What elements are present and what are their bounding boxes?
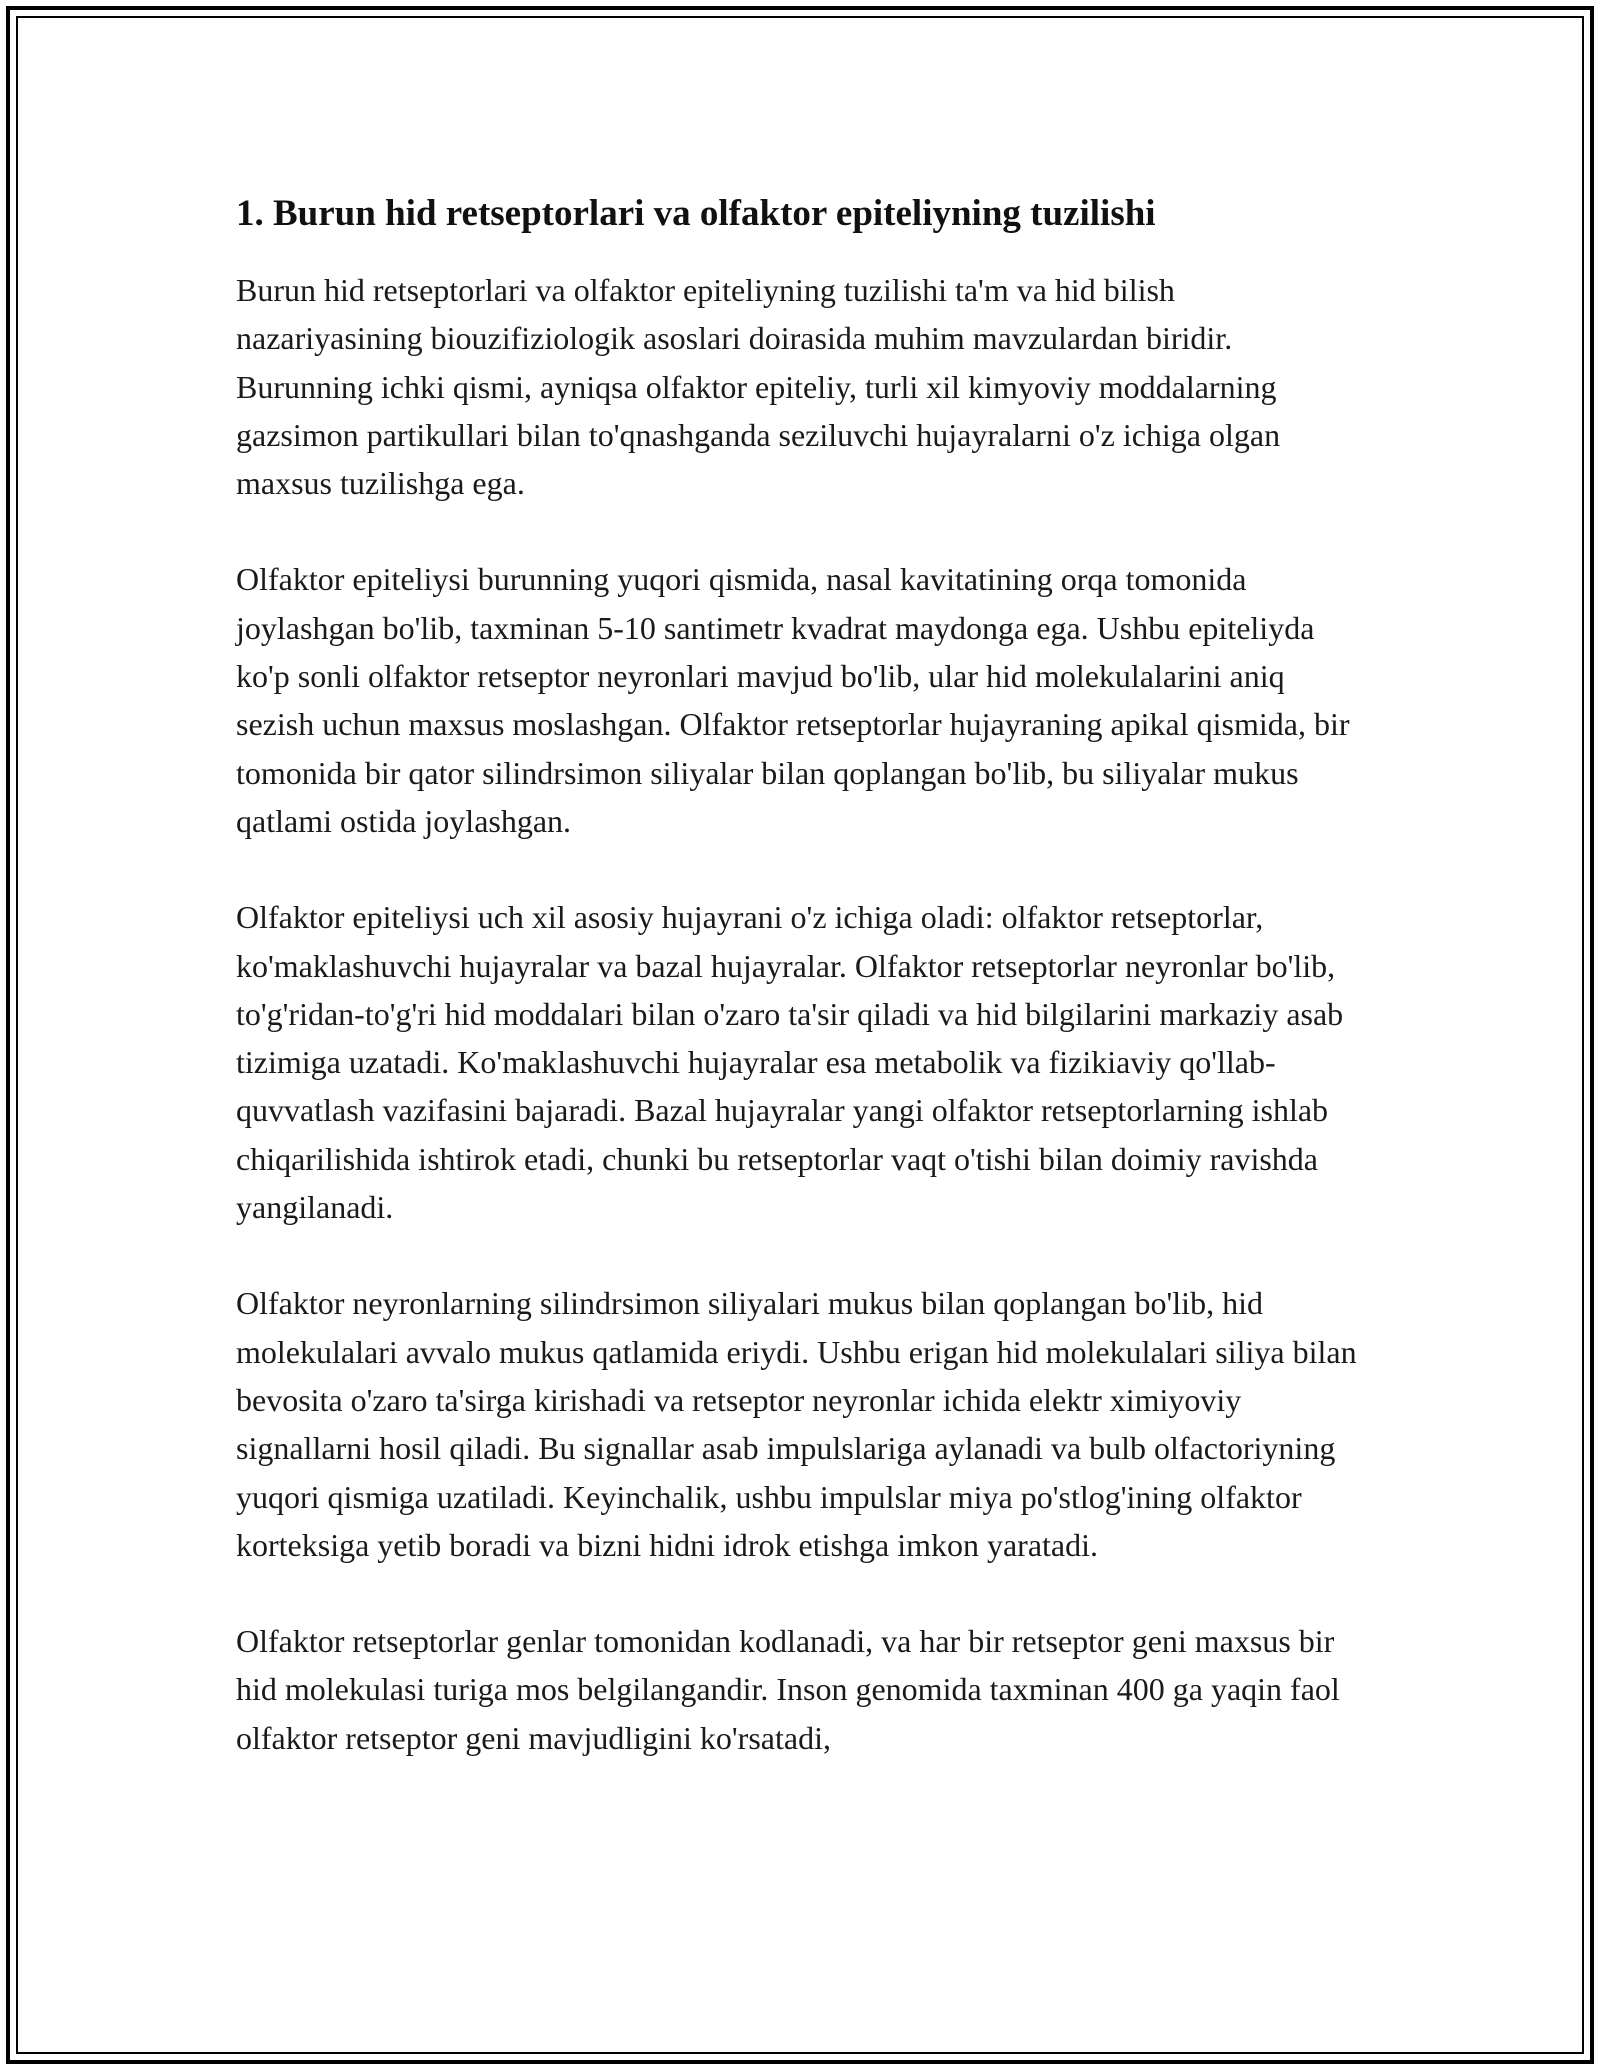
- paragraph-1: Burun hid retseptorlari va olfaktor epiteliyning tuzilishi ta'm va hid bilish nazariyasining biouzifiziologik asoslari doirasida muhim mavzulardan biridir. Burunning ichki qismi, ayniqsa olfaktor epiteliy, turli xil kimyoviy moddalarning gazsimon partikullari bilan to'qnashganda seziluvchi hujayralarni o'z ichiga olgan maxsus tuzilishga ega.: [236, 272, 1281, 502]
- paragraph-5: Olfaktor retseptorlar genlar tomonidan kodlanadi, va har bir retseptor geni maxsus bir hid molekulasi turiga mos belgilangandir. Inson genomida taxminan 400 ga yaqin faol olfaktor retseptor geni mavjudligini ko'rsatadi,: [236, 1623, 1340, 1756]
- document-body: [236, 188, 1366, 1810]
- section-heading: 1. Burun hid retseptorlari va olfaktor epiteliyning tuzilishi: [236, 193, 1156, 234]
- paragraph-2: Olfaktor epiteliysi burunning yuqori qismida, nasal kavitatining orqa tomonida joylashgan bo'lib, taxminan 5-10 santimetr kvadrat maydonga ega. Ushbu epiteliyda ko'p sonli olfaktor retseptor neyronlari mavjud bo'lib, ular hid molekulalarini aniq sezish uchun maxsus moslashgan. Olfaktor retseptorlar hujayraning apikal qismida, bir tomonida bir qator silindrsimon siliyalar bilan qoplangan bo'lib, bu siliyalar mukus qatlami ostida joylashgan.: [236, 561, 1350, 839]
- paragraph-3: Olfaktor epiteliysi uch xil asosiy hujayrani o'z ichiga oladi: olfaktor retseptorlar, ko'maklashuvchi hujayralar va bazal hujayralar. Olfaktor retseptorlar neyronlar bo'lib, to'g'ridan-to'g'ri hid moddalari bilan o'zaro ta'sir qiladi va hid bilgilarini markaziy asab tizimiga uzatadi. Ko'maklashuvchi hujayralar esa metabolik va fizikiaviy qo'llab-quvvatlash vazifasini bajaradi. Bazal hujayralar yangi olfaktor retseptorlarning ishlab chiqarilishida ishtirok etadi, chunki bu retseptorlar vaqt o'tishi bilan doimiy ravishda yangilanadi.: [236, 899, 1344, 1226]
- paragraph-4: Olfaktor neyronlarning silindrsimon siliyalari mukus bilan qoplangan bo'lib, hid molekulalari avvalo mukus qatlamida eriydi. Ushbu erigan hid molekulalari siliya bilan bevosita o'zaro ta'sirga kirishadi va retseptor neyronlar ichida elektr ximiyoviy signallarni hosil qiladi. Bu signallar asab impulslariga aylanadi va bulb olfactoriyning yuqori qismiga uzatiladi. Keyinchalik, ushbu impulslar miya po'stlog'ining olfaktor korteksiga yetib boradi va bizni hidni idrok etishga imkon yaratadi.: [236, 1285, 1357, 1563]
